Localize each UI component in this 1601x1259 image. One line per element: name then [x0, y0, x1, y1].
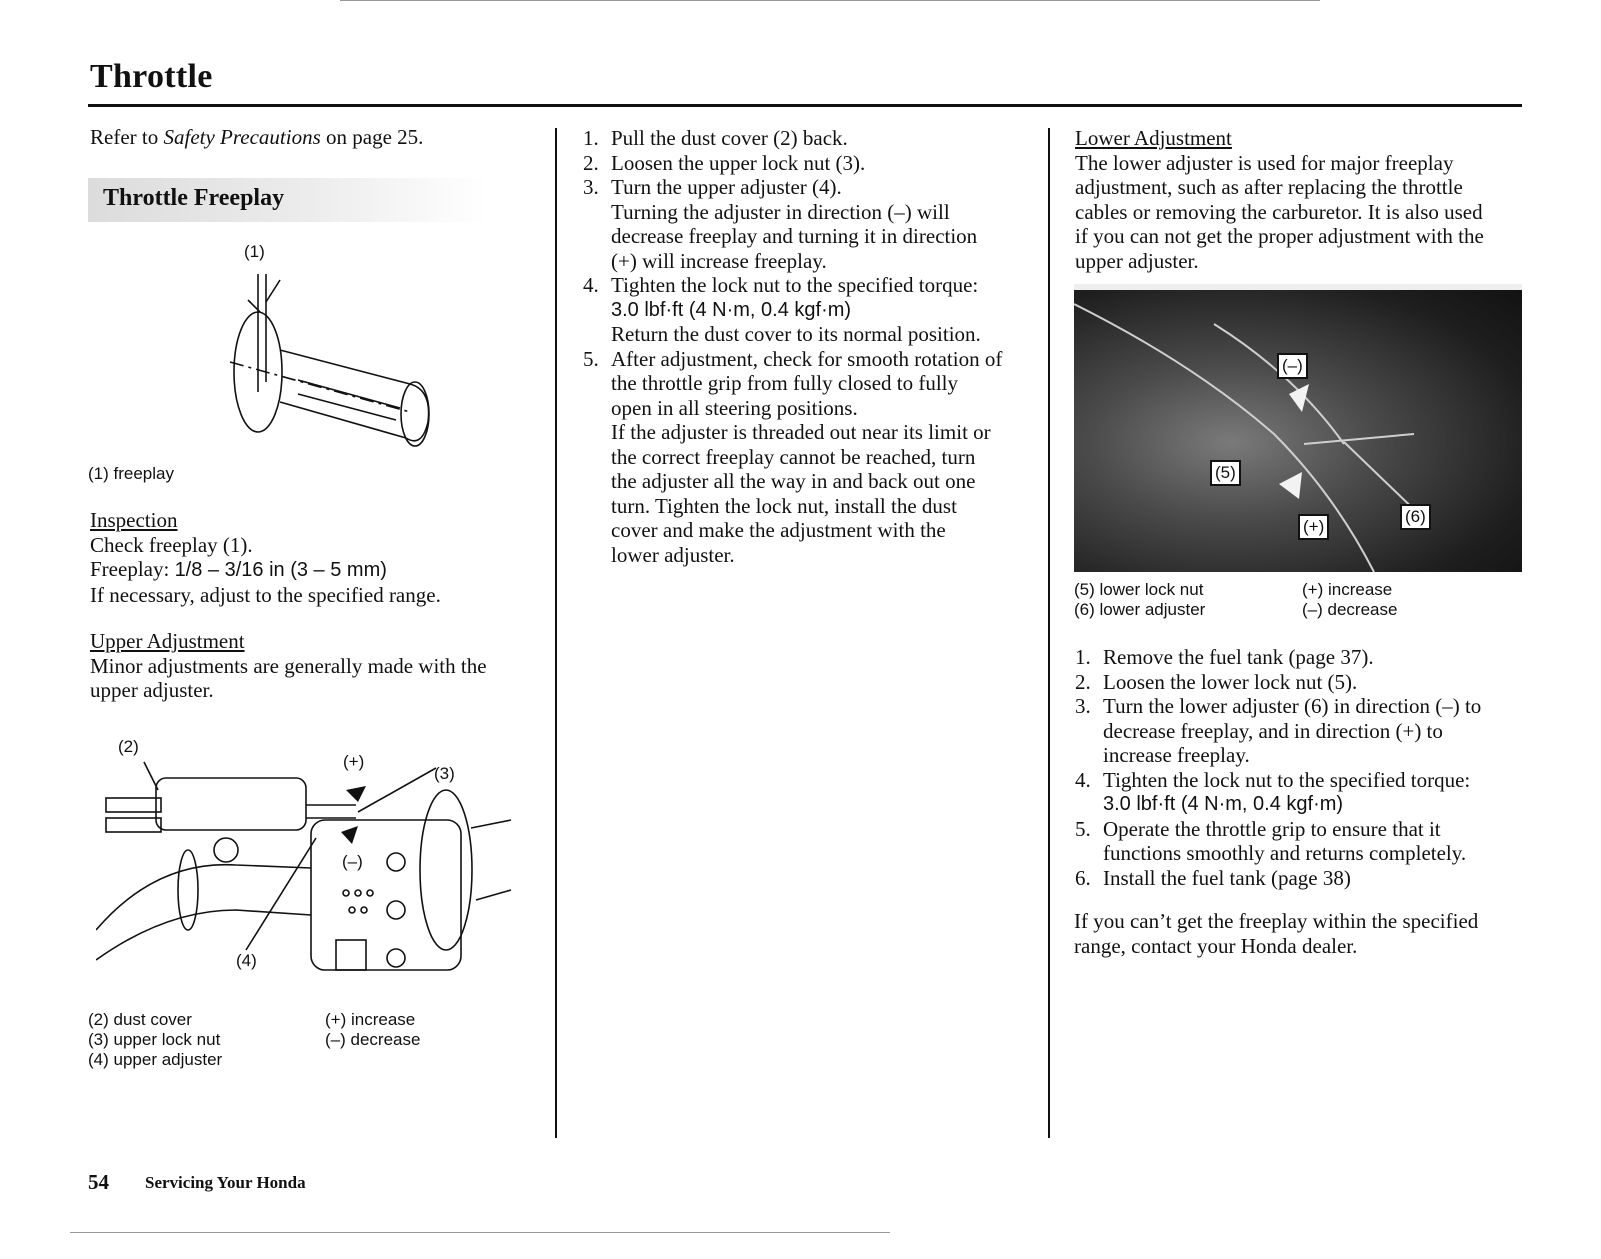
- throttle-grip-illustration: [210, 262, 440, 462]
- step-item: [583, 151, 1043, 176]
- inspection-note: If necessary, adjust to the specified range.: [90, 582, 441, 607]
- upper-adjustment-text: Minor adjustments are generally made with the upper adjuster.: [90, 653, 487, 702]
- step-text: Operate the throttle grip to ensure that it: [1103, 816, 1441, 841]
- photo-label-6: (6): [1400, 504, 1431, 530]
- inspection-line: Check freeplay (1).: [90, 532, 253, 557]
- fig2-label-minus: (–): [342, 852, 363, 871]
- fig1-label: (1): [244, 242, 265, 261]
- intro-text: Refer to Safety Precautions on page 25.: [90, 125, 424, 149]
- footer-section: Servicing Your Honda: [145, 1173, 306, 1192]
- upper-procedure-list: [583, 126, 1043, 567]
- step-item: [1075, 866, 1545, 891]
- lower-adjustment-block: Lower Adjustment The lower adjuster is used for major freeplay adjustment, such as after replacing the throttle cables or removing the carburetor. It is also used if you can not get the proper adjustment with the upper adjuster.: [1075, 126, 1545, 273]
- step-text: Install the fuel tank (page 38): [1103, 865, 1351, 890]
- scan-edge-top: [340, 0, 1320, 1]
- freeplay-spec: Freeplay: 1/8 – 3/16 in (3 – 5 mm): [90, 557, 387, 581]
- upper-procedure: [583, 126, 1043, 567]
- step-text: Turning the adjuster in direction (–) will: [611, 199, 950, 224]
- step-number: 5.: [583, 346, 599, 371]
- section-title: Throttle Freeplay: [103, 185, 285, 211]
- fig2-captions-left: (2) dust cover (3) upper lock nut (4) upper adjuster: [88, 1010, 223, 1069]
- photo-label-5: (5): [1210, 460, 1241, 486]
- step-number: 1.: [583, 126, 599, 150]
- fig2-captions-right: (+) increase (–) decrease: [325, 1010, 421, 1049]
- step-text: Loosen the lower lock nut (5).: [1103, 669, 1358, 694]
- column-divider-1: [555, 128, 557, 1138]
- upper-adjuster-illustration: [96, 750, 516, 990]
- step-item: [1075, 694, 1545, 768]
- fig1-caption: (1) freeplay: [88, 464, 174, 483]
- step-text: Remove the fuel tank (page 37).: [1103, 645, 1374, 669]
- step-item: [583, 126, 1043, 151]
- step-text: Turn the lower adjuster (6) in direction (–) to: [1103, 694, 1482, 718]
- title-rule: [88, 104, 1522, 107]
- fig2-label-plus: (+): [343, 752, 365, 771]
- step-number: 5.: [1075, 816, 1091, 841]
- step-number: 3.: [583, 175, 599, 199]
- column-divider-2: [1048, 128, 1050, 1138]
- inspection-heading: Inspection: [90, 508, 178, 532]
- step-item: [1075, 645, 1545, 670]
- step-number: 6.: [1075, 865, 1091, 890]
- step-number: 2.: [1075, 669, 1091, 694]
- step-number: 4.: [1075, 767, 1091, 792]
- page-title: Throttle: [90, 58, 213, 95]
- upper-adjustment-heading: Upper Adjustment: [90, 629, 245, 653]
- upper-adjustment-block: [90, 629, 530, 703]
- step-text: cover and make the adjustment with the: [611, 518, 946, 542]
- scan-edge-bottom: [70, 1232, 890, 1233]
- step-number: 2.: [583, 150, 599, 175]
- step-text: Tighten the lock nut to the specified torque:: [611, 273, 979, 297]
- step-text: the correct freeplay cannot be reached, turn: [611, 444, 976, 469]
- page-number: 54: [88, 1170, 109, 1194]
- step-item: [1075, 817, 1545, 866]
- torque-spec: 3.0 lbf·ft (4 N·m, 0.4 kgf·m): [1103, 793, 1344, 815]
- step-text: lower adjuster.: [611, 542, 735, 567]
- fig2-label-3: (3): [434, 764, 455, 783]
- lower-procedure-list: [1075, 645, 1545, 890]
- inspection-block: [90, 508, 441, 607]
- photo-label-minus: (–): [1277, 353, 1308, 379]
- fig2-label-2: (2): [118, 737, 139, 756]
- photo-label-plus: (+): [1298, 514, 1329, 540]
- photo-captions-left: (5) lower lock nut (6) lower adjuster: [1074, 580, 1206, 619]
- step-item: [1075, 768, 1545, 817]
- lower-adjuster-photo: [1074, 284, 1522, 572]
- step-text: the throttle grip from fully closed to fully: [611, 371, 959, 395]
- closing-note: If you can’t get the freeplay within the specified range, contact your Honda dealer.: [1074, 909, 1479, 958]
- photo-captions-right: (+) increase (–) decrease: [1302, 580, 1398, 619]
- step-item: [583, 175, 1043, 273]
- step-text: After adjustment, check for smooth rotation of: [611, 346, 1003, 371]
- step-number: 4.: [583, 273, 599, 297]
- step-text: Pull the dust cover (2) back.: [611, 126, 848, 150]
- lower-procedure: [1075, 645, 1545, 890]
- step-text: decrease freeplay and turning it in direction: [611, 224, 978, 248]
- safety-precautions-ref[interactable]: Safety Precautions: [163, 125, 321, 149]
- step-text: decrease freeplay, and in direction (+) to: [1103, 718, 1443, 743]
- step-number: 1.: [1075, 645, 1091, 669]
- step-text: Loosen the upper lock nut (3).: [611, 150, 866, 175]
- lower-adjustment-heading: Lower Adjustment: [1075, 126, 1232, 150]
- step-number: 3.: [1075, 694, 1091, 718]
- step-text: turn. Tighten the lock nut, install the dust: [611, 493, 957, 518]
- step-item: [583, 347, 1043, 568]
- step-text: If the adjuster is threaded out near its limit or: [611, 420, 991, 444]
- fig2-label-4: (4): [236, 951, 257, 970]
- step-text: the adjuster all the way in and back out one: [611, 469, 976, 493]
- step-text: increase freeplay.: [1103, 743, 1250, 767]
- step-item: [1075, 670, 1545, 695]
- step-text: open in all steering positions.: [611, 395, 858, 420]
- step-text: (+) will increase freeplay.: [611, 248, 827, 273]
- step-text: functions smoothly and returns completely.: [1103, 841, 1467, 865]
- torque-spec: 3.0 lbf·ft (4 N·m, 0.4 kgf·m): [611, 298, 852, 321]
- step-text: Turn the upper adjuster (4).: [611, 175, 842, 199]
- step-item: [583, 273, 1043, 347]
- step-text: Return the dust cover to its normal position.: [611, 322, 981, 346]
- step-text: Tighten the lock nut to the specified torque:: [1103, 767, 1471, 792]
